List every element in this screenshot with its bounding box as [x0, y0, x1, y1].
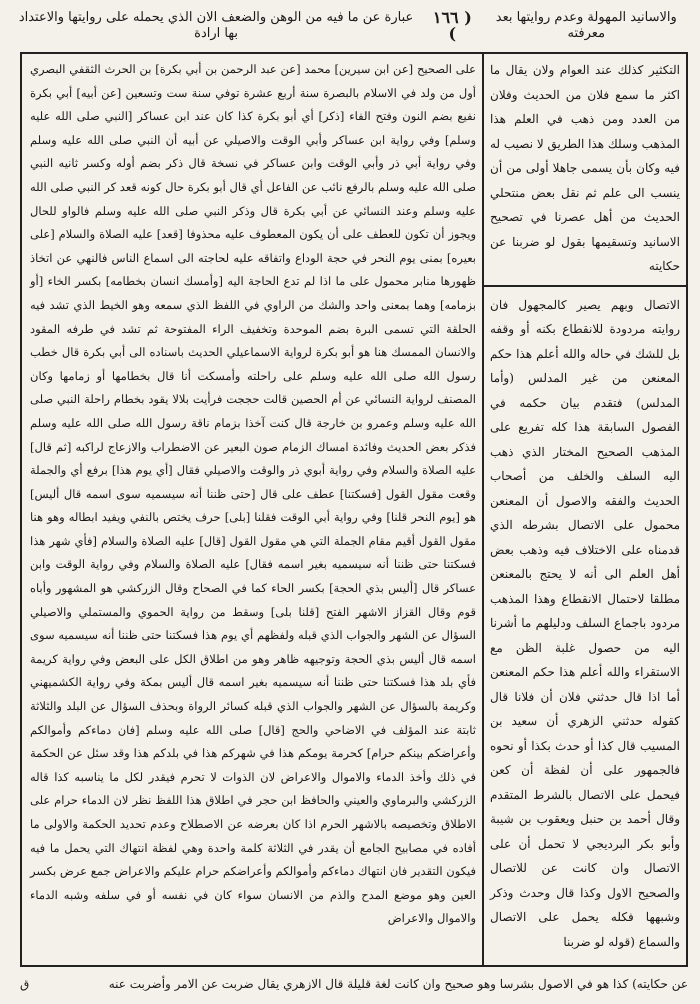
margin-commentary-bottom: الاتصال وبهم يصير كالمجهول فان روايته مردودة للانقطاع بكنه أو وقفه بل للشك في حاله والله أعلم هذا حكم المعنعن من غير المدلس (وأما المدلس) فتقدم بيان حكمه في الفصول السابقة هذا كله تفريع على المذهب الصحيح المختار الذي ذهب اليه السلف والخلف من أصحاب الحديث والفقه والاصول أن المعنعن محمول على الاتصال بشرطه الذي قدمناه على الاختلاف فيه وذهب بعض أهل العلم الى أنه لا يحتج بالمعنعن مطلقا لاحتمال الانقطاع وهذا المذهب مردود باجماع السلف ودليلهم ما أشرنا اليه من حصول غلبة الظن مع الاستقراء والله أعلم هذا حكم المعنعن أما اذا قال حدثني فلان أن فلانا قال كقوله حدثني الزهري أن سعيد بن المسيب قال كذا أو حدث بكذا أو نحوه فالجمهور على أن لفظة أن كعن فيحمل على الاتصال بالشرط المتقدم وقال أحمد بن حنبل ويعقوب بن شيبة وأبو بكر البرديجي لا تحمل أن على الاتصال وان كانت عن للاتصال والصحيح الاول وكذا قال وحدث وذكر وشبهها فكله يحمل على الاتصال والسماع (قوله لو ضربنا [490, 297, 680, 949]
header-line-right: والاسانيد المهولة وعدم روايتها بعد معرفته [495, 10, 677, 41]
margin-commentary-column [482, 54, 686, 965]
footer-catchword: ق [20, 977, 30, 991]
margin-divider [484, 285, 686, 287]
page-footer [20, 972, 688, 998]
header-line-left: عبارة عن ما فيه من الوهن والضعف الان الذي يحمله على روايتها والاعتداد بها ارادة [18, 10, 414, 41]
text-frame [20, 52, 688, 967]
main-text-column: على الصحيح [عن ابن سيرين] محمد [عن عبد الرحمن بن أبي بكرة] بن الحرث الثقفي البصري أول من ولد في الاسلام بالبصرة سنة أربع عشرة توفي سنة ست وتسعين [عن أبيه] أبي بكرة نفيع بضم النون وفتح الفاء [ذكر] أي أبو بكرة كذا كان عند ابن عساكر [النبي صلى الله عليه وسلم] وفي رواية ابن عساكر وأبي الوقت والاصيلي عن أبيه أن النبي صلى الله عليه وسلم وفي رواية أبي ذر وأبي الوقت وابن عساكر في نسخة قال ذكر بضم أوله وكسر ثانيه النبي صلى الله عليه وسلم بالرفع نائب عن الفاعل أي قال أبو بكرة حال كونه قعد كر النبي صلى الله عليه وسلم وعند النسائي عن أبي بكرة قال وذكر النبي صلى الله عليه وسلم فالواو للحال ويجوز أن تكون للعطف على أن يكون المعطوف عليه محذوفا [قعد] عليه الصلاة والسلام [على بعيره] بمنى يوم النحر في حجة الوداع واتفاقه عليه لحاجته الى اسماع الناس فالنهي عن اتخاذ ظهورها منابر محمول على ما اذا لم تدع الحاجة اليه [وأمسك انسان بخطامه] بكسر الخاء [أو بزمامه] وهما بمعنى واحد والشك من الراوي في اللفظ الذي سمعه وهو الخيط الذي تشد فيه الحلقة التي تسمى البرة بضم الموحدة وتخفيف الراء المفتوحة ثم تشد في طرفه المقود والانسان الممسك هنا هو أبو بكرة لرواية الاسماعيلي الحديث باسناده الى أبي بكرة قال خطب رسول الله صلى الله عليه وسلم على راحلته وأمسكت أنا قال بخطامها أو زمامها وكان المصنف لرواية النسائي عن أم الحصين قالت حججت فرأيت بلالا يقود بخطام راحلة النبي صلى الله عليه وسلم وعمرو بن خارجة قال كنت آخذا بزمام ناقة رسول الله صلى الله عليه وسلم فذكر بعض الحديث وفائدة امساك الزمام صون البعير عن الاضطراب والازعاج لراكبه [ثم قال] عليه الصلاة والسلام وفي رواية أبوي ذر والوقت والاصيلي فقال [أي يوم هذا] برفع أي والجملة وقعت مقول القول [فسكتنا] عطف على قال [حتى ظننا أنه سيسميه سوى اسمه قال أليس] هو [يوم النحر قلنا] وفي رواية أبي الوقت فقلنا [بلى] حرف يختص بالنفي ويفيد ابطاله وهو هنا مقول القول أقيم مقام الجملة التي هي مقول القول [قال] عليه الصلاة والسلام [فأي شهر هذا فسكتنا حتى ظننا أنه سيسميه بغير اسمه فقال] عليه الصلاة والسلام وفي رواية الوقت وابن عساكر قال [أليس بذي الحجة] بكسر الحاء كما في الصحاح وقال الزركشي هو المشهور وأباه قوم وقال القزاز الاشهر الفتح [قلنا بلى] وسقط من رواية الحموي والمستملي والاصيلي السؤال عن الشهر والجواب الذي قبله ولفظهم أي يوم هذا فسكتنا حتى ظننا أنه سيسميه سوى اسمه قال أليس بذي الحجة وتوجيهه ظاهر وهو من اطلاق الكل على البعض وفي رواية كريمة فأي بلد هذا فسكتنا حتى ظننا أنه سيسميه بغير اسمه قال أليس بمكة وفي رواية الكشميهني وكريمة بالسؤال عن الشهر والجواب الذي قبله كسائر الرواة وبحذف السؤال عن البلد والثلاثة ثابتة عند المؤلف في الاضاحي والحج [قال] صلى الله عليه وسلم [فان دماءكم وأموالكم وأعراضكم بينكم حرام] كحرمة يومكم هذا في شهركم هذا في بلدكم هذا وقد سئل عن الحكمة في ذلك وأخذ الدماء والاموال والاعراض لان الذوات لا تحرم فيقدر لكل ما يناسبه كذا قاله الزركشي والبرماوي والعيني والحافظ ابن حجر في اطلاق هذا اللفظ نظر لان الدماء حرام على الاطلاق وتخصيصه بالاشهر الحرم اذا كان بعرضه عن الاصطلاح وعدم تحديد الحكمة والاولى ما أفاده في مصابيح الجامع أن يقدر في الثلاثة كلمة واحدة وهي لفظة انتهاك التي يحمل ما فيه فيكون التقدير فان انتهاك دماءكم وأموالكم وأعراضكم حرام عليكم والاعراض جمع عرض بكسر العين وهو موضع المدح والذم من الانسان سواء كان في نفسه أو في سلفه وشبه الدماء والاموال والاعراض [30, 62, 476, 926]
footer-continuation: عن حكايته) كذا هو في الاصول بشرسا وهو صحيح وان كانت لغة قليلة قال الازهري يقال ضربت عن الامر وأضربت عنه [108, 977, 688, 991]
page-header [10, 6, 690, 46]
page-number: ( ١٦٦ ) [432, 8, 472, 43]
margin-commentary-top: التكثير كذلك عند العوام ولان يقال ما اكثر ما سمع فلان من الحديث وفلان من العدد ومن ذهب في العلم هذا المذهب وسلك هذا الطريق لا نصيب له فيه وكان بأن يسمى جاهلا أولى من أن ينسب الى علم ثم نقل بعض منتحلي الحديث من أهل عصرنا في تصحيح الاسانيد وتسقيمها بقول لو ضربنا عن حكايته [489, 63, 680, 273]
